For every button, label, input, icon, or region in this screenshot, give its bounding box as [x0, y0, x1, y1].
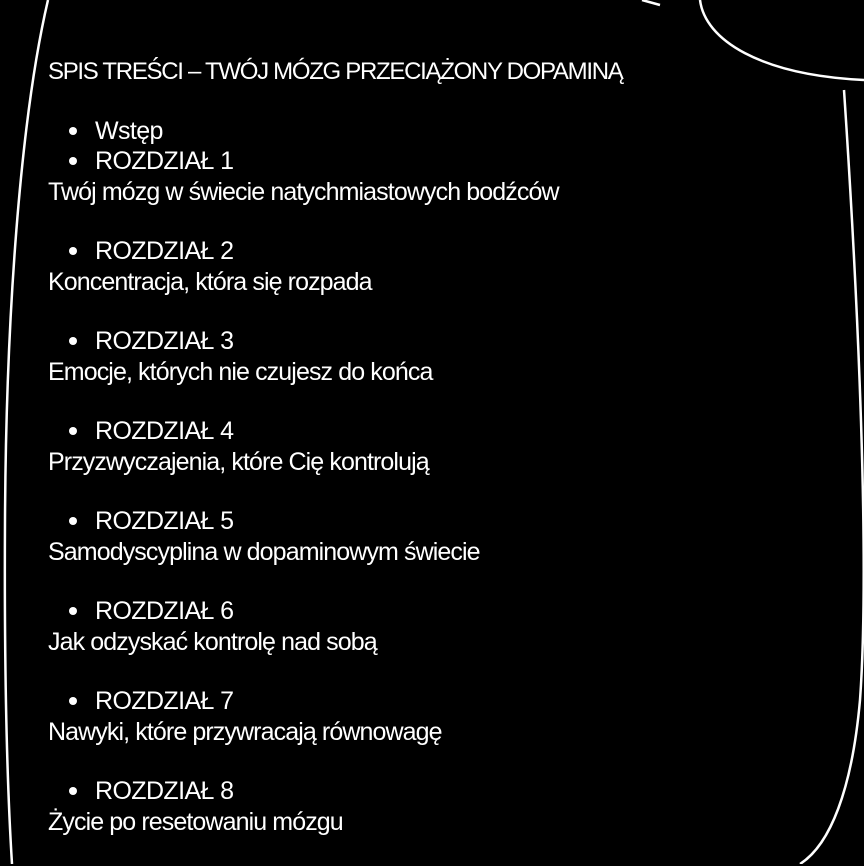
list-item — [48, 776, 828, 806]
toc-title: SPIS TREŚCI – TWÓJ MÓZG PRZECIĄŻONY DOPAMINĄ — [48, 58, 623, 85]
chapter-subtitle: Jak odzyskać kontrolę nad sobą — [48, 628, 377, 656]
list-item — [48, 146, 828, 176]
bullet-icon — [48, 517, 95, 525]
chapter-item — [48, 686, 828, 748]
chapter-item — [48, 776, 828, 838]
chapter-label: ROZDZIAŁ 4 — [95, 416, 234, 445]
list-item — [48, 686, 828, 716]
chapter-label: ROZDZIAŁ 8 — [95, 776, 234, 805]
top-tick-line — [642, 0, 660, 5]
left-curve-line — [5, 0, 48, 864]
chapter-subtitle: Emocje, których nie czujesz do końca — [48, 358, 433, 386]
chapter-subtitle: Przyzwyczajenia, które Cię kontrolują — [48, 448, 429, 476]
bullet-icon — [48, 607, 95, 615]
bullet-icon — [48, 247, 95, 255]
chapter-item — [48, 506, 828, 568]
list-item — [48, 596, 828, 626]
chapter-subtitle: Twój mózg w świecie natychmiastowych bodźców — [48, 178, 559, 206]
bullet-icon — [48, 427, 95, 435]
bullet-icon — [48, 127, 95, 135]
chapter-subtitle: Samodyscyplina w dopaminowym świecie — [48, 538, 480, 566]
chapter-label: ROZDZIAŁ 1 — [95, 146, 234, 175]
list-item — [48, 416, 828, 446]
list-item — [48, 116, 828, 146]
bullet-icon — [48, 337, 95, 345]
list-item — [48, 506, 828, 536]
chapter-label: ROZDZIAŁ 3 — [95, 326, 234, 355]
bullet-icon — [48, 697, 95, 705]
chapter-subtitle: Nawyki, które przywracają równowagę — [48, 718, 442, 746]
bullet-icon — [48, 787, 95, 795]
chapter-label: ROZDZIAŁ 2 — [95, 236, 234, 265]
chapter-subtitle: Koncentracja, która się rozpada — [48, 268, 372, 296]
chapter-item — [48, 596, 828, 658]
chapter-item — [48, 416, 828, 478]
toc-intro-group — [48, 116, 828, 146]
list-item — [48, 236, 828, 266]
chapter-label: ROZDZIAŁ 6 — [95, 596, 234, 625]
chapter-label: ROZDZIAŁ 7 — [95, 686, 234, 715]
list-item — [48, 326, 828, 356]
bullet-icon — [48, 157, 95, 165]
chapter-item — [48, 236, 828, 298]
table-of-contents — [48, 56, 828, 866]
chapter-list — [48, 146, 828, 838]
chapter-subtitle: Życie po resetowaniu mózgu — [48, 808, 343, 836]
intro-label: Wstęp — [95, 116, 163, 145]
chapter-item — [48, 326, 828, 388]
chapter-item — [48, 146, 828, 208]
chapter-label: ROZDZIAŁ 5 — [95, 506, 234, 535]
